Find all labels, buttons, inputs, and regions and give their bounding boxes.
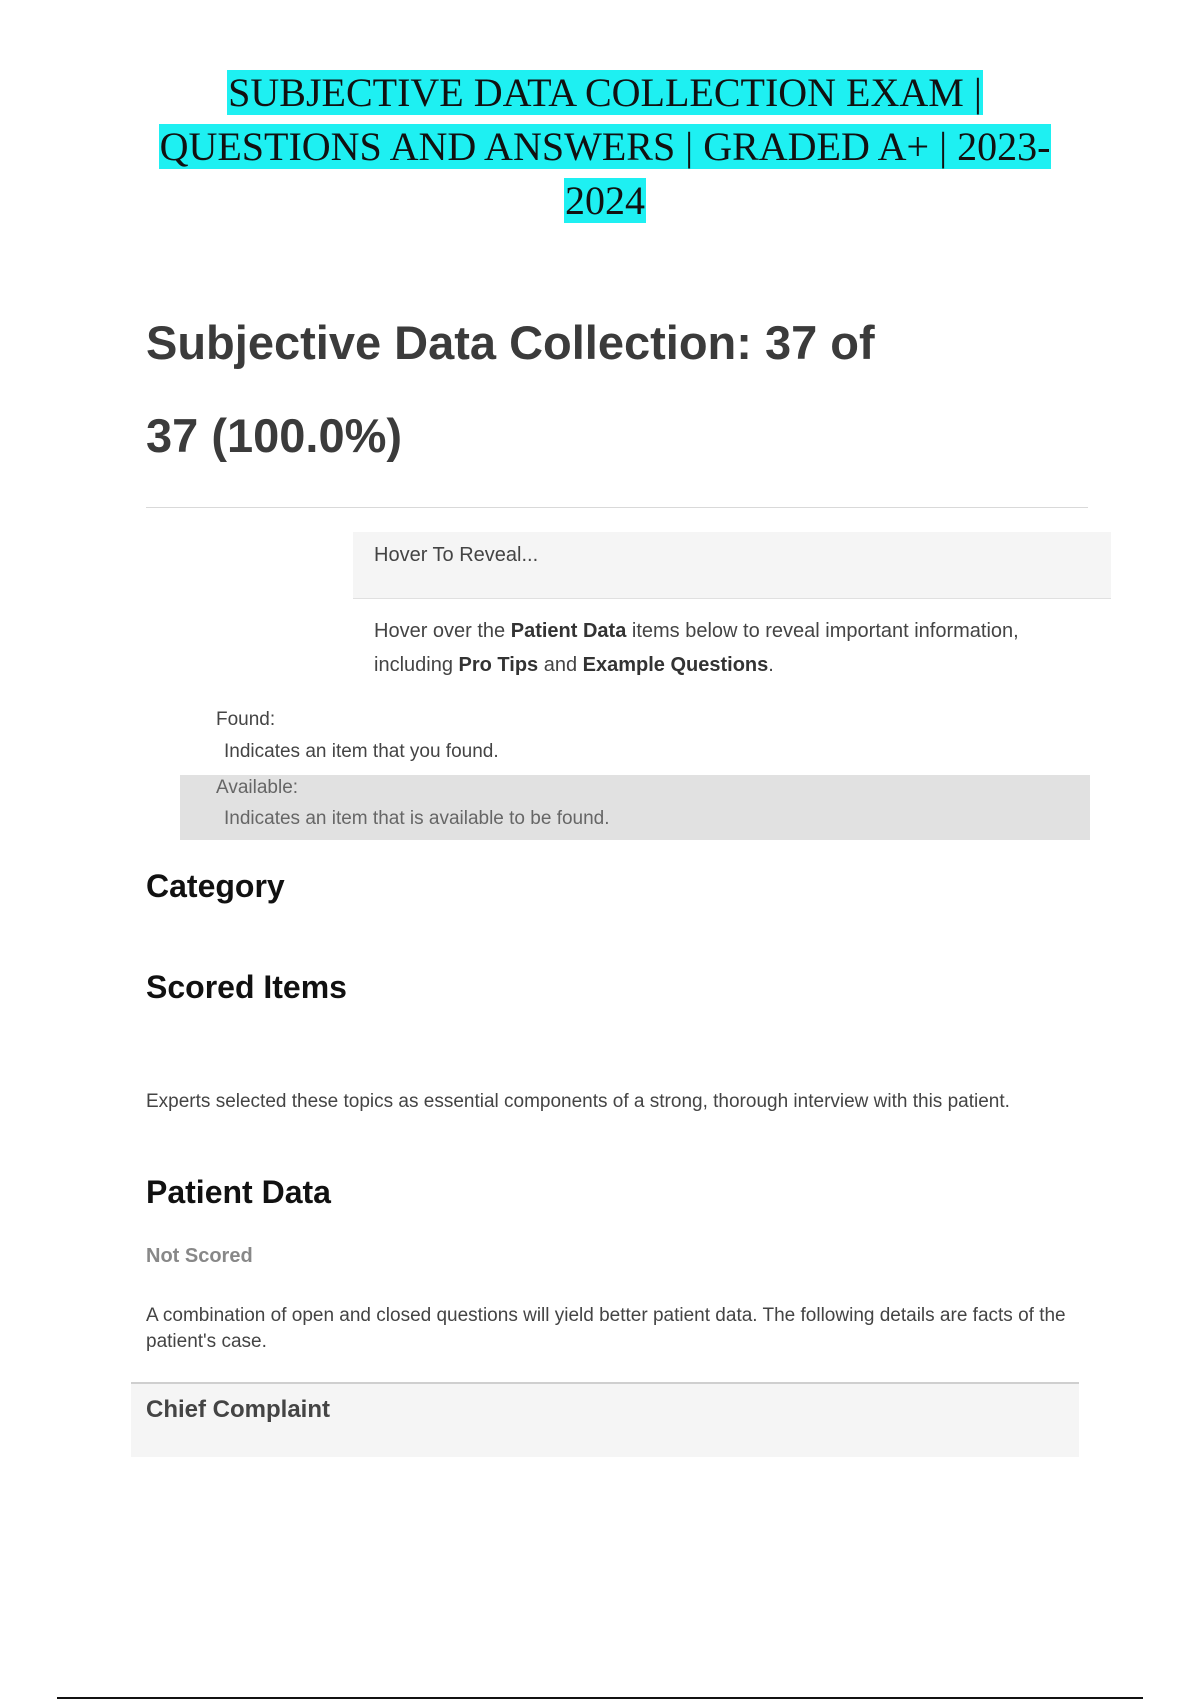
title-line-3: 2024 [565,178,645,223]
hover-panel-description [374,614,1094,682]
hover-desc-suffix: . [768,654,774,676]
scored-items-heading: Scored Items [146,969,347,1005]
hover-desc-mid: items below to reveal important information, including [374,620,1019,676]
title-line-1: SUBJECTIVE DATA COLLECTION EXAM | [228,70,982,115]
hover-panel-title: Hover To Reveal... [374,544,539,566]
legend-available-row [180,775,1090,840]
hover-desc-patient-data: Patient Data [510,620,627,642]
title-line-2: QUESTIONS AND ANSWERS | GRADED A+ | 2023- [159,124,1051,169]
legend-available-label: Available: [216,777,299,798]
experts-description: Experts selected these topics as essential components of a strong, thorough interview with this patient. [146,1091,1010,1112]
score-heading-line-1: Subjective Data Collection: 37 of [146,316,875,369]
hover-to-reveal-panel[interactable] [353,532,1111,599]
combination-description: A combination of open and closed questions will yield better patient data. The following details are facts of the patient's case. [146,1305,1066,1352]
hover-desc-and: and [538,654,583,676]
score-heading-line-2: 37 (100.0%) [146,409,403,462]
hover-desc-example-questions: Example Questions [582,654,769,676]
category-heading: Category [146,868,285,904]
chief-complaint-label: Chief Complaint [146,1396,330,1423]
legend-found-label: Found: [216,709,276,730]
page-footer-rule [57,1697,1143,1699]
hover-desc-pro-tips: Pro Tips [458,654,539,676]
section-divider [146,507,1088,508]
document-title [120,66,1090,228]
not-scored-label: Not Scored [146,1245,253,1267]
hover-desc-prefix: Hover over the [374,620,511,642]
patient-data-heading: Patient Data [146,1174,331,1210]
legend-found-description: Indicates an item that you found. [224,741,499,762]
chief-complaint-bar[interactable] [131,1382,1079,1457]
legend-available-description: Indicates an item that is available to be found. [224,808,610,829]
score-heading [146,296,946,482]
